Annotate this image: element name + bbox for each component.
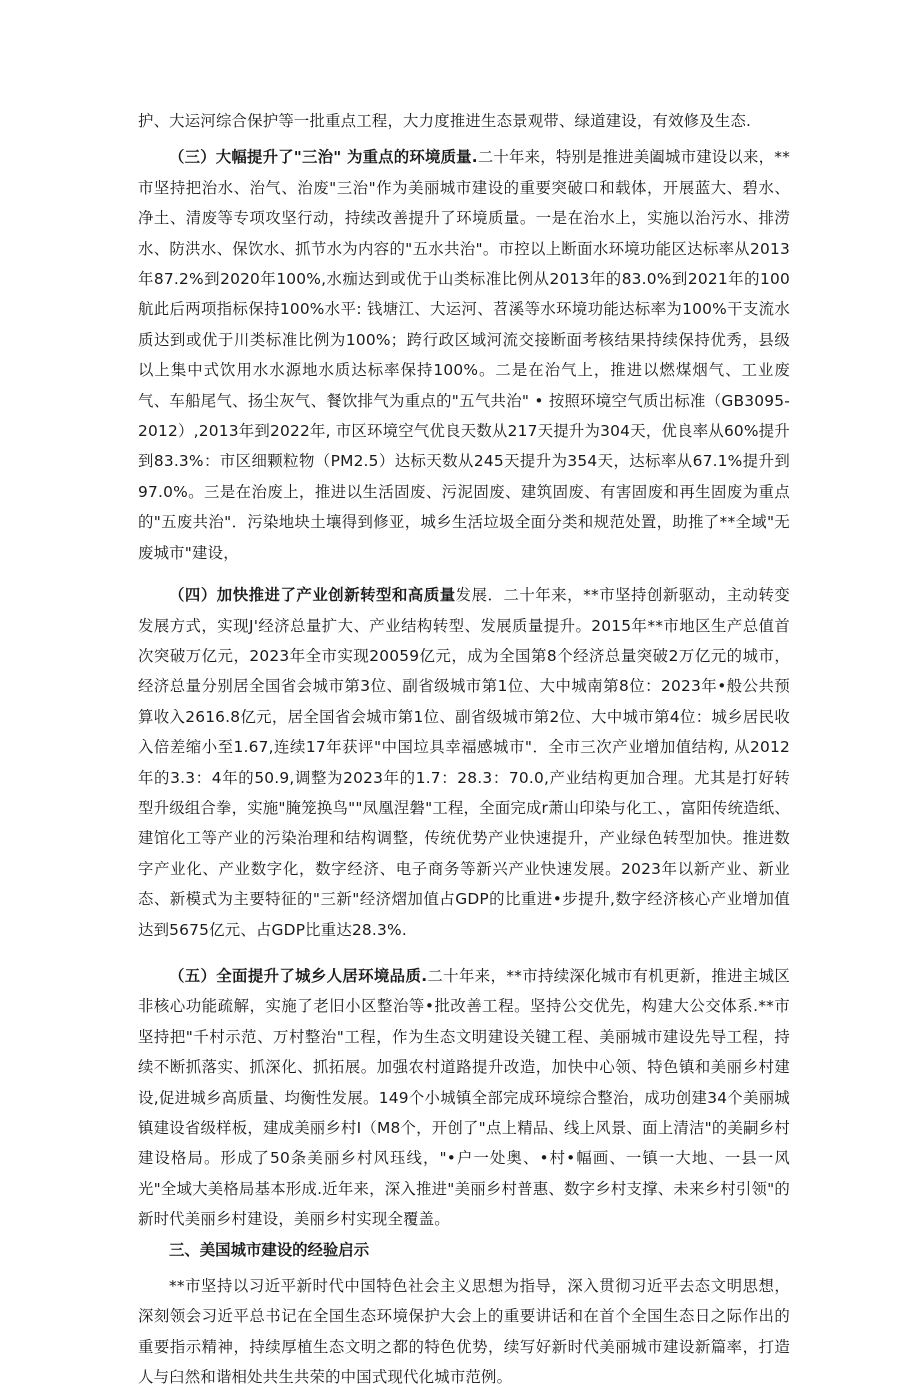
paragraph-environment-quality (138, 142, 790, 568)
paragraph-living-environment (138, 961, 790, 1235)
section-heading-experience: 三、美国城市建设的经验启示 (169, 1240, 370, 1259)
document-page (138, 106, 790, 1393)
subheading-environment-quality: （三）大幅提升了"三治" 为重点的环境质量. (169, 148, 478, 167)
subheading-industry-innovation: （四）加快推进了产业创新转型和高质量 (169, 586, 456, 605)
paragraph-environment-quality-body: 二十年来，特别是推进美阖城市建设以来，**市坚持把治水、治气、治废"三治"作为美丽城市建设的重要突破口和载体，开展蓝大、碧水、净土、清废等专项攻坚行动，持续改善提升了环境质量。一是在治水上，实施以治污水、排涝水、防洪水、保饮水、抓节水为内容的"五水共治"。市控以上断面水环境功能区达标率从2013年87.2%到2020年100%,水痂达到或优于山类标准比例从2013年的83.0%到2021年的100航此后两项指标保持100%水平: 钱塘江、大运河、苕溪等水环境功能达标率为100%干支流水质达到或优于川类标准比例为100%；跨行政区域河流交接断面考核结果持续保持优秀，县级以上集中式饮用水水源地水质达标率保持100%。二是在治气上，推进以燃煤烟气、工业废气、车船尾气、扬尘灰气、餐饮排气为重点的"五气共治" • 按照环境空气质岀标准（GB3095-2012）,2013年到2022年, 市区环境空气优良天数从217天提升为304天，优良率从60%提升到83.3%：市区细颗粒物（PM2.5）达标天数从245天提升为354天，达标率从67.1%提升到97.0%。三是在治废上，推进以生活固废、污泥固废、建筑固废、有害固废和再生固废为重点的"五废共治"．污染地块土壤得到修亚，城乡生活垃圾全面分类和规范处置，助推了**全域"无废城市"建设， (138, 148, 790, 562)
paragraph-industry-innovation (138, 580, 790, 945)
paragraph-ecology-continued: 护、大运河综合保护等一批重点工程，大力度推进生态景观带、绿道建设，有效修及生态. (138, 112, 752, 130)
paragraph-living-environment-body: 二十年来，**市持续深化城市有机更新，推进主城区非核心功能疏解，实施了老旧小区整治等•批改善工程。坚持公交优先，构建大公交体系.**市坚持把"千村示范、万村整治"工程，作为生态文明建设关键工程、美丽城市建设先导工程，持续不断抓落实、抓深化、抓拓展。加强农村道路提升改造，加快中心领、特色镇和美丽乡村建设,促进城乡高质量、均衡性发展。149个小城镇全部完成环境综合整治，成功创建34个美丽城镇建设省级样板，建成美丽乡村I（M8个，开创了"点上精品、线上风景、面上清洁"的美嗣乡村建设格局。形成了50条美丽乡村风珏线，"•户一处奥、•村•幅画、一镇一大地、一县一风光"全域大美格局基本形成.近年来，深入推进"美丽乡村普惠、数字乡村支撑、未来乡村引领"的新时代美丽乡村建设，美丽乡村实现全覆盖。 (138, 966, 790, 1229)
paragraph-industry-innovation-body: 发展．二十年来，**市坚持创新驱动，主动转变发展方式，实现J'经济总量扩大、产业结构转型、发展质量提升。2015年**市地区生产总值首次突破万亿元，2023年全市实现20059亿元，成为全国第8个经济总量突破2万亿元的城市，经济总量分别居全国省会城市第3位、副省级城市第1位、大中城南第8位：2023年•般公共预算收入2616.8亿元，居全国省会城市第1位、副省级城市第2位、大中城市第4位：城乡居民收入倍差缩小至1.67,连续17年获评"中国垃具幸福感城市"．全市三次产业增加值结构, 从2012年的3.3：4年的50.9,调整为2023年的1.7：28.3：70.0,产业结构更加合理。尤其是打好转型升级组合拳，实施"腌笼换鸟""凤凰涅磐"工程，全面完成r萧山印染与化工、，富阳传统造纸、建馆化工等产业的污染治理和结构调整，传统优势产业快速提升，产业绿色转型加快。推进数字产业化、产业数字化，数字经济、电子商务等新兴产业快速发展。2023年以新产业、新业态、新模式为主要特征的"三新"经济熠加值占GDP的比重进•步提升,数字经济核心产业增加值达到5675亿元、占GDP比重达28.3%. (138, 586, 790, 939)
subheading-living-environment: （五）全面提升了城乡人居环境品质. (169, 966, 428, 985)
paragraph-guiding-thought: **市坚持以习近平新时代中国特色社会主义思想为指导，深入贯彻习近平去态文明思想，深刻领会习近平总书记在全国生态环境保护大会上的重要讲话和在首个全国生态日之际作出的重要指示精神，持续厚植生态文明之都的特色优势，续写好新时代美丽城市建设新篇率，打造人与臼然和谐相处共生共荣的中国式现代化城市范例。 (138, 1277, 790, 1387)
